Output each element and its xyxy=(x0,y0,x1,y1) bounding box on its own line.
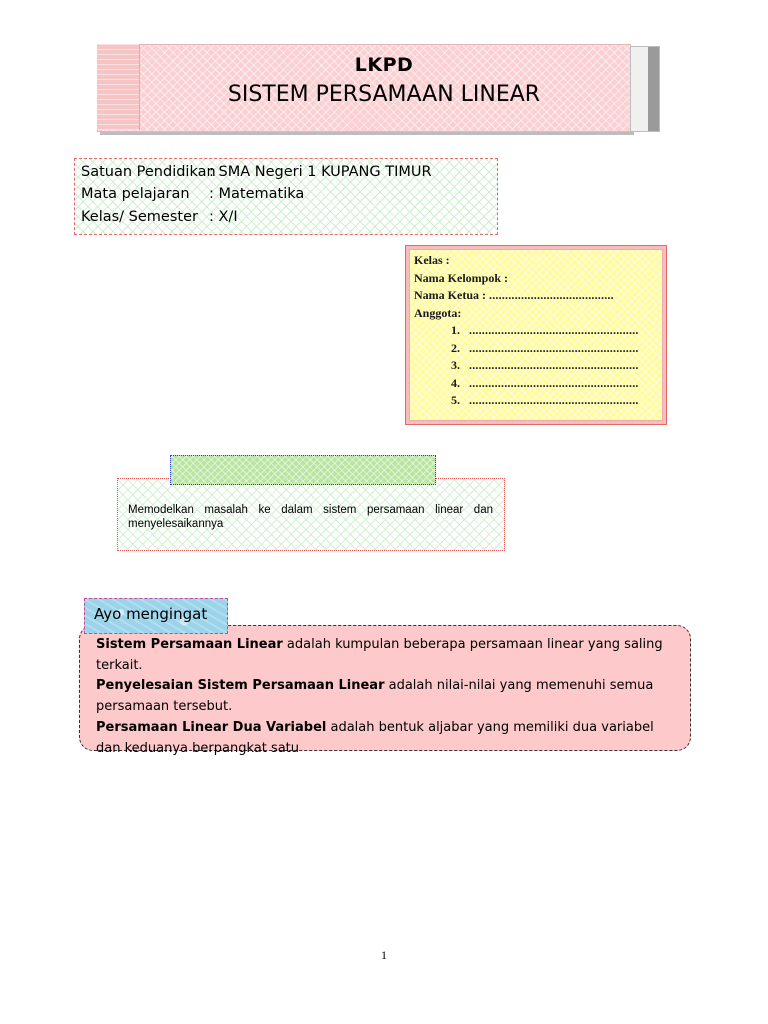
member-dots: ..................................................... xyxy=(469,375,639,390)
member-line xyxy=(414,375,639,393)
title-block xyxy=(139,54,629,107)
identity-row xyxy=(81,186,304,202)
member-dots: ..................................................... xyxy=(469,323,639,337)
anggota-label: Anggota: xyxy=(414,305,462,320)
page-number: 1 xyxy=(381,948,387,962)
identity-label: Mata pelajaran xyxy=(81,186,190,202)
identity-row xyxy=(81,164,432,180)
identity-value: : Matematika xyxy=(209,186,305,202)
definition-term: Persamaan Linear Dua Variabel xyxy=(96,719,327,735)
member-dots: ..................................................... xyxy=(469,340,639,355)
definition-item xyxy=(96,718,680,759)
definition-item xyxy=(96,635,680,676)
kelompok-label: Nama Kelompok : xyxy=(414,270,508,285)
identity-box xyxy=(74,158,498,235)
definition-text: adalah nilai-nilai yang memenuhi semua persamaan tersebut. xyxy=(96,678,654,715)
member-number: 5. xyxy=(451,393,460,407)
objective-text: Memodelkan masalah ke dalam sistem persamaan linear dan menyelesaikannya xyxy=(128,504,493,530)
member-number: 2. xyxy=(451,340,460,355)
member-line xyxy=(414,392,639,410)
title-banner-left-strip xyxy=(97,44,140,130)
title-topic: SISTEM PERSAMAAN LINEAR xyxy=(227,82,541,107)
ayo-mengingat-label: Ayo mengingat xyxy=(94,605,208,623)
ketua-line xyxy=(414,287,639,305)
member-line xyxy=(414,340,639,358)
objective-header xyxy=(170,455,436,485)
title-banner-right-tab xyxy=(630,46,660,132)
member-line xyxy=(414,357,639,375)
identity-row xyxy=(81,209,238,225)
definition-item xyxy=(96,676,680,717)
definition-text: adalah bentuk aljabar yang memiliki dua variabel dan keduanya berpangkat satu xyxy=(96,719,654,756)
identity-label: Satuan Pendidikan xyxy=(81,164,216,180)
member-number: 3. xyxy=(451,358,460,372)
identity-label: Kelas/ Semester xyxy=(81,209,198,225)
definition-term: Penyelesaian Sistem Persamaan Linear xyxy=(96,678,385,694)
member-line xyxy=(414,322,639,340)
title-lkpd: LKPD xyxy=(354,54,414,76)
member-dots: ..................................................... xyxy=(469,393,639,407)
member-dots: ..................................................... xyxy=(469,358,639,372)
member-number: 1. xyxy=(451,323,460,337)
definition-term: Sistem Persamaan Linear xyxy=(96,637,283,652)
ayo-mengingat-content xyxy=(96,635,680,759)
identity-value: : X/I xyxy=(209,209,238,225)
identity-value: : SMA Negeri 1 KUPANG TIMUR xyxy=(209,164,432,180)
member-number: 4. xyxy=(451,375,460,390)
group-box-text xyxy=(414,252,639,410)
definition-text: adalah kumpulan beberapa persamaan linear yang saling terkait. xyxy=(96,637,663,673)
ketua-dots: ....................................... xyxy=(489,288,614,302)
ketua-label: Nama Ketua : xyxy=(414,288,486,302)
kelas-label: Kelas : xyxy=(414,253,450,267)
